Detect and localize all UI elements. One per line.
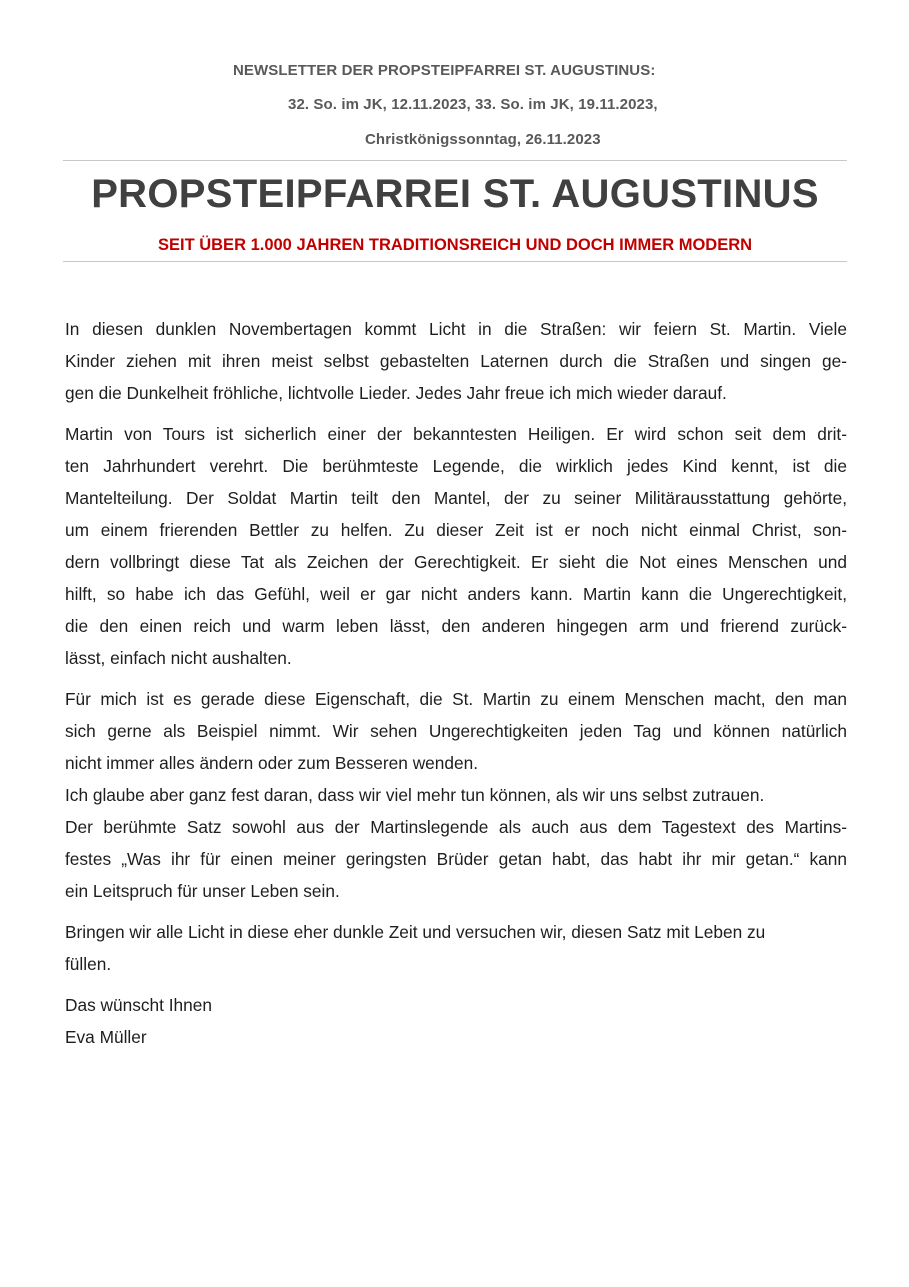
text-line: lässt, einfach nicht aushalten.	[65, 648, 292, 668]
text-line: dern vollbringt diese Tat als Zeichen der Gerechtigkeit. Er sieht die Not eines Menschen und	[65, 552, 847, 572]
text-line: hilft, so habe ich das Gefühl, weil er gar nicht anders kann. Martin kann die Ungerechtigkeit,	[65, 584, 847, 604]
signature	[65, 989, 847, 1053]
newsletter-dates: 32. So. im JK, 12.11.2023, 33. So. im JK, 19.11.2023,	[288, 96, 658, 113]
text-line: Martin von Tours ist sicherlich einer der bekanntesten Heiligen. Er wird schon seit dem drit-	[65, 424, 847, 444]
text-line: die den einen reich und warm leben lässt, den anderen hingegen arm und frierend zurück-	[65, 616, 847, 636]
text-line: Mantelteilung. Der Soldat Martin teilt den Mantel, der zu seiner Militärausstattung gehörte,	[65, 488, 847, 508]
signature-greeting: Das wünscht Ihnen	[65, 995, 212, 1015]
article-body	[65, 313, 847, 1062]
text-line: ein Leitspruch für unser Leben sein.	[65, 881, 340, 901]
paragraph-intro	[65, 313, 847, 409]
signature-name: Eva Müller	[65, 1027, 147, 1047]
newsletter-feast-date: Christkönigssonntag, 26.11.2023	[365, 131, 601, 148]
text-line: Für mich ist es gerade diese Eigenschaft, die St. Martin zu einem Menschen macht, den man	[65, 689, 847, 709]
text-line: nicht immer alles ändern oder zum Besseren wenden.	[65, 753, 479, 773]
page-subtitle: SEIT ÜBER 1.000 JAHREN TRADITIONSREICH UND DOCH IMMER MODERN	[157, 236, 753, 254]
header-divider-top	[63, 160, 847, 161]
text-line: Der berühmte Satz sowohl aus der Martinslegende als auch aus dem Tagestext des Martins-	[65, 817, 847, 837]
newsletter-heading: NEWSLETTER DER PROPSTEIPFARREI ST. AUGUSTINUS:	[233, 62, 656, 79]
text-line: um einem frierenden Bettler zu helfen. Zu dieser Zeit ist er noch nicht einmal Christ, son-	[65, 520, 847, 540]
text-line: In diesen dunklen Novembertagen kommt Licht in die Straßen: wir feiern St. Martin. Viele	[65, 319, 847, 339]
text-line: füllen.	[65, 954, 112, 974]
text-line: gen die Dunkelheit fröhliche, lichtvolle Lieder. Jedes Jahr freue ich mich wieder darauf.	[65, 383, 727, 403]
text-line: festes „Was ihr für einen meiner geringsten Brüder getan habt, das habt ihr mir getan.“ kann	[65, 849, 847, 869]
text-line: sich gerne als Beispiel nimmt. Wir sehen Ungerechtigkeiten jeden Tag und können natürlich	[65, 721, 847, 741]
text-line: Kinder ziehen mit ihren meist selbst gebastelten Laternen durch die Straßen und singen ge-	[65, 351, 847, 371]
text-line: Bringen wir alle Licht in diese eher dunkle Zeit und versuchen wir, diesen Satz mit Leben zu	[65, 922, 766, 942]
page-title: PROPSTEIPFARREI ST. AUGUSTINUS	[91, 172, 819, 216]
paragraph-reflection	[65, 683, 847, 907]
paragraph-martin-legend	[65, 418, 847, 674]
text-line: ten Jahrhundert verehrt. Die berühmteste Legende, die wirklich jedes Kind kennt, ist die	[65, 456, 847, 476]
text-line: Ich glaube aber ganz fest daran, dass wir viel mehr tun können, als wir uns selbst zutrauen.	[65, 785, 765, 805]
header-divider-bottom	[63, 261, 847, 262]
paragraph-closing	[65, 916, 847, 980]
